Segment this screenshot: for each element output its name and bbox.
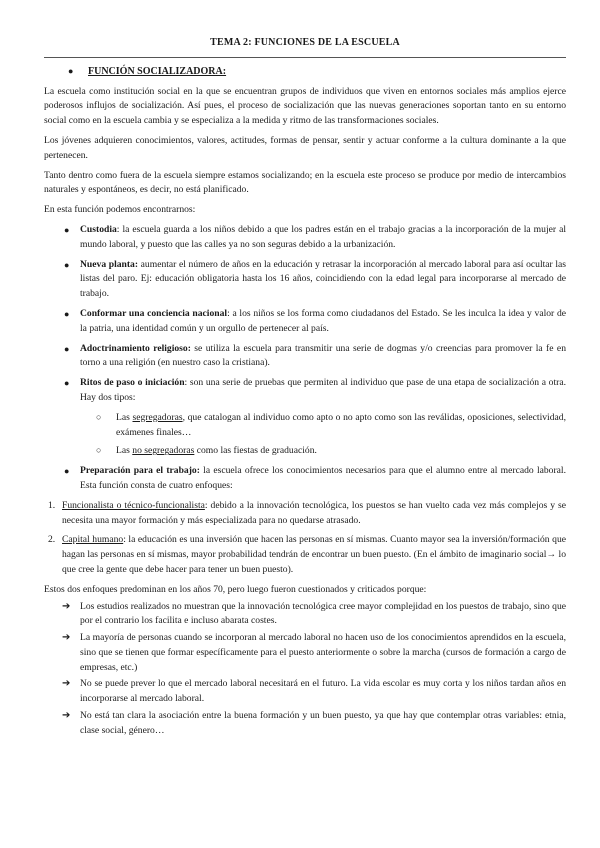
bullet-icon: ● <box>64 308 70 319</box>
arrow-item <box>44 677 566 707</box>
bullet-icon: ● <box>64 259 70 270</box>
arrow-item-text: La mayoría de personas cuando se incorporan al mercado laboral no hacen uso de los conocimientos aprendidos en la escuela, sino que se tienen que formar específicamente para el puesto anteriormente o sobre la marcha (cursos de formación a cargo de empresas, etc.) <box>80 632 566 673</box>
arrow-item <box>44 600 566 630</box>
arrow-item <box>44 709 566 739</box>
item-term: Conformar una conciencia nacional <box>80 307 228 319</box>
arrow-right-icon: ➔ <box>62 678 71 690</box>
list-item <box>44 376 566 459</box>
item-term: Preparación para el trabajo: <box>80 465 200 477</box>
item-number: 1. <box>48 499 56 511</box>
bullet-icon: ● <box>64 466 70 477</box>
arrow-right-icon: ➔ <box>62 710 71 722</box>
bullet-icon: ● <box>64 378 70 389</box>
section-heading <box>68 64 566 80</box>
arrow-item-text: Los estudios realizados no muestran que la innovación tecnológica cree mayor complejidad en los puestos de trabajo, sino que por el contrario los facilita e incluso abarata costes. <box>80 600 566 627</box>
title-divider <box>44 57 566 58</box>
list-item <box>44 464 566 494</box>
list-item <box>44 258 566 302</box>
criticism-list <box>44 600 566 739</box>
item-text: aumentar el número de años en la educación y retrasar la incorporación al mercado laboral para así ocultar las listas del paro. Ej: educación obligatoria hasta los 16 años, coincidiendo con la edad legal para incorporarse al mercado de trabajo. <box>80 258 566 300</box>
document-page <box>44 36 566 741</box>
arrow-item-text: No está tan clara la asociación entre la buena formación y un buen puesto, ya que hay que contemplar otras variables: etnia, clase social, género… <box>80 710 566 736</box>
arrow-right-icon: ➔ <box>62 600 71 612</box>
item-term: Adoctrinamiento religioso: <box>80 342 191 354</box>
closing-intro: Estos dos enfoques predominan en los años 70, pero luego fueron cuestionados y criticados porque: <box>44 583 427 595</box>
sub-item-text: , que catalogan al individuo como apto o no apto como son las reválidas, oposiciones, selectividad, exámenes finales… <box>116 411 566 438</box>
function-list <box>44 223 566 494</box>
item-term: Capital humano <box>62 534 124 546</box>
item-text: : la educación es una inversión que hacen las personas en sí mismas. Cuanto mayor sea la inversión/formación que hagan las personas en sí mismas, mayor probabilidad tendrán de encontrar un buen puesto. (En el ámbito de imaginario social→ lo que cree la gente que debe hacer para tener un buen puesto). <box>62 534 566 575</box>
circle-bullet-icon: ○ <box>96 411 102 422</box>
list-item <box>44 223 566 253</box>
intro-paragraph: La escuela como institución social en la que se encuentran grupos de individuos que viven en entornos sociales más amplios ejerce poderosos influjos de socialización. Así pues, el proceso de socialización que las nuevas generaciones soportan tanto en su entorno social como en la escuela cambia y se especializa a la medida y ritmo de las transformaciones sociales. <box>44 85 566 127</box>
section-heading-label: FUNCIÓN SOCIALIZADORA: <box>88 65 227 77</box>
approaches-list <box>44 499 566 578</box>
sub-item-term: segregadoras <box>132 411 183 423</box>
item-text: : son una serie de pruebas que permiten al individuo que pase de una etapa de socialización a otra. Hay dos tipos: <box>80 377 566 403</box>
sub-item-text: Las <box>116 445 133 457</box>
intro-paragraph: En esta función podemos encontrarnos: <box>44 204 196 216</box>
sub-item-text: como las fiestas de graduación. <box>194 445 317 457</box>
list-item <box>44 342 566 372</box>
numbered-item <box>44 533 566 577</box>
intro-paragraph: Tanto dentro como fuera de la escuela siempre estamos socializando; en la escuela este proceso se produce por medio de intercambios naturales y espontáneos, es decir, no está planificado. <box>44 169 566 196</box>
sub-list-item <box>80 411 566 441</box>
numbered-item <box>44 499 566 529</box>
item-text: la escuela ofrece los conocimientos necesarios para que el alumno entre al mercado laboral. Esta función consta de cuatro enfoques: <box>80 465 567 491</box>
arrow-right-icon: ➔ <box>62 632 71 644</box>
bullet-icon: ● <box>64 343 70 354</box>
page-title: TEMA 2: FUNCIONES DE LA ESCUELA <box>210 37 400 48</box>
arrow-item-text: No se puede prever lo que el mercado laboral necesitará en el futuro. La vida escolar es muy corta y los niños tardan años en incorporarse al mercado laboral. <box>80 678 566 705</box>
bullet-icon: ● <box>68 65 74 76</box>
rites-sublist <box>80 411 566 459</box>
item-text: : debido a la innovación tecnológica, los puestos se han vuelto cada vez más complejos y se necesita una mayor formación y más especializada para no quedarse atrasado. <box>62 499 566 526</box>
item-text: se utiliza la escuela para transmitir una serie de dogmas y/o creencias para promover la fe en torno a una religión (en nuestro caso la cristiana). <box>80 342 566 369</box>
item-term: Nueva planta: <box>80 258 139 270</box>
bullet-icon: ● <box>64 224 70 235</box>
item-term: Ritos de paso o iniciación <box>80 377 185 389</box>
sub-item-term: no segregadoras <box>132 445 195 457</box>
sub-item-text: Las <box>116 411 133 423</box>
item-term: Funcionalista o técnico-funcionalista <box>62 499 205 511</box>
arrow-item <box>44 631 566 675</box>
circle-bullet-icon: ○ <box>96 445 102 456</box>
item-term: Custodia <box>80 223 117 235</box>
item-text: : la escuela guarda a los niños debido a que los padres están en el trabajo gracias a la incorporación de la mujer al mundo laboral, y puesto que las calles ya no son seguras debido a la urbanización. <box>80 223 566 250</box>
sub-list-item <box>80 444 566 459</box>
item-number: 2. <box>48 534 56 546</box>
item-text: : a los niños se los forma como ciudadanos del Estado. Se les inculca la idea y valor de la patria, una identidad común y un orgullo de pertenecer al país. <box>80 307 566 334</box>
intro-paragraph: Los jóvenes adquieren conocimientos, valores, actitudes, formas de pensar, sentir y actuar conforme a la cultura dominante a la que pertenecen. <box>44 134 566 161</box>
list-item <box>44 307 566 337</box>
